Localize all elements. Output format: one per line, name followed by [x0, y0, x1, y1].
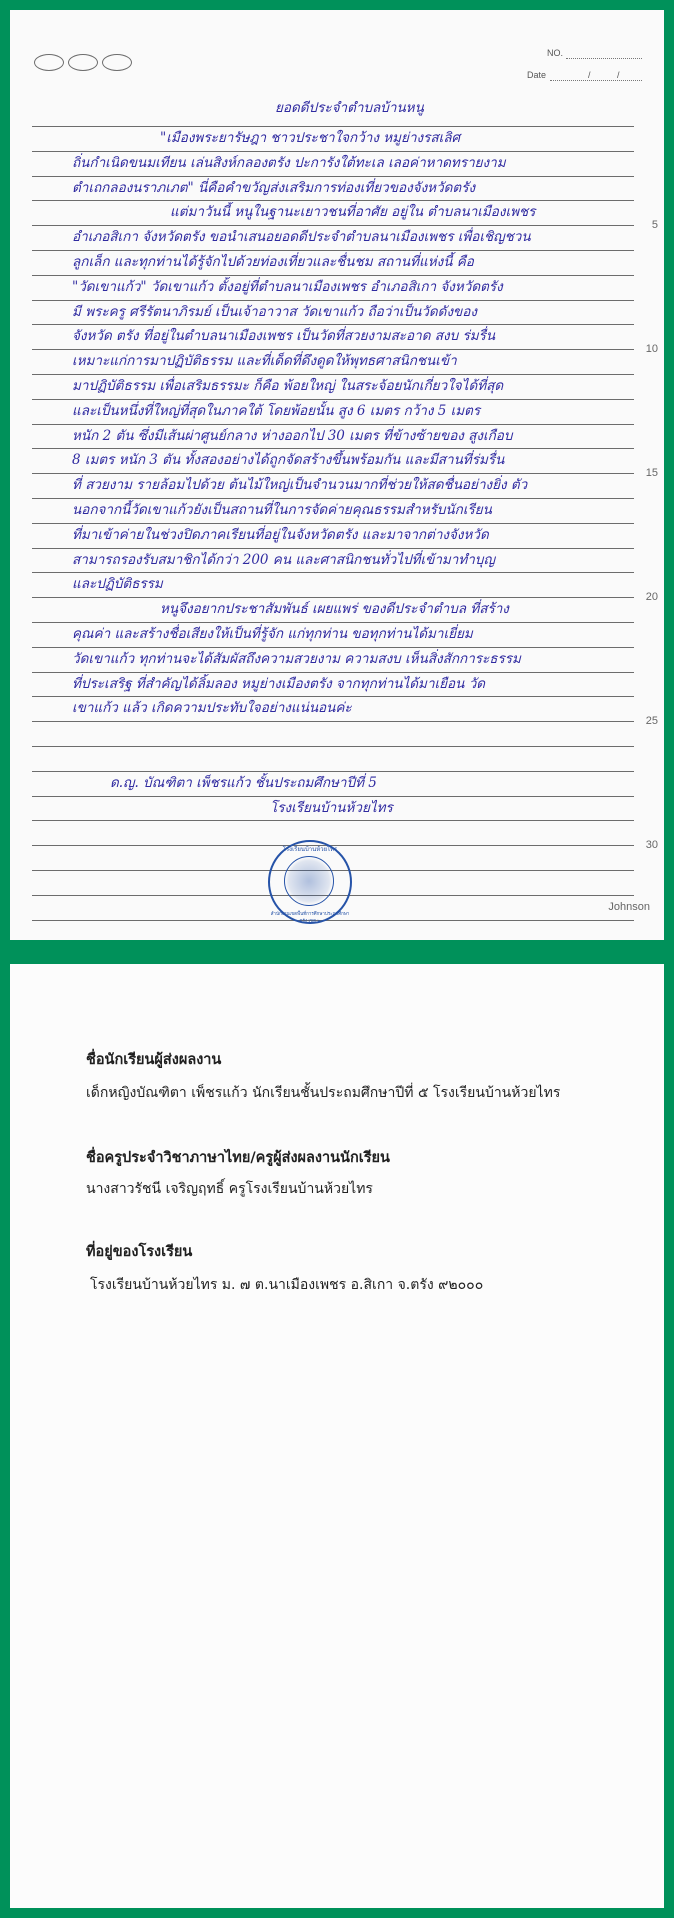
essay-line: ถิ่นกำเนิดขนมเทียน เล่นสิงห์กลองตรัง ปะการังใต้ทะเล เลอค่าหาดทรายงาม	[72, 154, 506, 171]
essay-line: ตำเถกลองนราภเภต" นี่คือคำขวัญส่งเสริมการท่องเที่ยวของจังหวัดตรัง	[72, 179, 476, 196]
essay-line: "เมืองพระยารัษฎา ชาวประชาใจกว้าง หมูย่างรสเลิศ	[160, 130, 461, 146]
stamp-lower-text: สำนักงานเขตพื้นที่การศึกษาประถมศึกษาตรัง เขต ๒	[270, 912, 350, 924]
notebook-brand: Johnson	[608, 901, 650, 913]
margin-number: 10	[645, 343, 658, 356]
essay-line: และปฏิบัติธรรม	[72, 576, 163, 593]
date-line	[550, 80, 642, 81]
margin-number: 15	[645, 467, 658, 480]
stamp-ring-text: โรงเรียนบ้านห้วยไทร	[282, 846, 338, 853]
essay-line: โรงเรียนบ้านห้วยไทร	[270, 799, 393, 816]
essay-line: วัดเขาแก้ว ทุกท่านจะได้สัมผัสถึงความสวยงาม ความสงบ เห็นสิ่งสักการะธรรม	[72, 650, 521, 667]
essay-line: ที่ สวยงาม รายล้อมไปด้วย ต้นไม้ใหญ่เป็นจำนวนมากที่ช่วยให้สดชื่นอย่างยิ่ง ตัว	[72, 477, 528, 494]
essay-line: เหมาะแก่การมาปฏิบัติธรรม และที่เด็ดที่ดึงดูดให้พุทธศาสนิกชนเข้า	[72, 353, 457, 370]
essay-line: มาปฏิบัติธรรม เพื่อเสริมธรรมะ ก็คือ พ้อยใหญ่ ในสระจ้อยนักเกี่ยวใจได้ที่สุด	[72, 378, 504, 394]
essay-line: แต่มาวันนี้ หนูในฐานะเยาวชนที่อาศัย อยู่ใน ตำบลนาเมืองเพชร	[170, 204, 536, 221]
no-label: NO.	[547, 48, 564, 58]
margin-number: 20	[645, 591, 658, 604]
margin-number: 25	[645, 715, 658, 728]
date-separator: /	[588, 70, 591, 80]
essay-line: จังหวัด ตรัง ที่อยู่ในตำบลนาเมืองเพชร เป็นวัดที่สวยงามสะอาด สงบ ร่มรื่น	[72, 328, 496, 345]
student-heading: ชื่อนักเรียนผู้ส่งผลงาน	[86, 1052, 222, 1068]
teacher-value: นางสาวรัชนี เจริญฤทธิ์ ครูโรงเรียนบ้านห้วยไทร	[86, 1181, 373, 1197]
margin-number: 30	[645, 839, 658, 852]
date-separator: /	[617, 70, 620, 80]
ruled-line	[32, 126, 634, 127]
notebook-binder-holes	[34, 54, 136, 75]
essay-line: ด.ญ. บัณฑิตา เพ็ชรแก้ว ชั้นประถมศึกษาปีที่ 5	[110, 774, 377, 791]
margin-number: 5	[651, 219, 658, 232]
essay-line: มี พระครู ศรีรัตนาภิรมย์ เป็นเจ้าอาวาส วัดเขาแก้ว ถือว่าเป็นวัดดังของ	[72, 303, 477, 320]
essay-line: อำเภอสิเกา จังหวัดตรัง ขอนำเสนอยอดดีประจำตำบลนาเมืองเพชร เพื่อเชิญชวน	[72, 229, 531, 246]
essay-line	[10, 748, 664, 775]
hole-icon	[102, 54, 132, 71]
student-value: เด็กหญิงบัณฑิตา เพ็ชรแก้ว นักเรียนชั้นประถมศึกษาปีที่ ๕ โรงเรียนบ้านห้วยไทร	[86, 1085, 561, 1101]
essay-line: คุณค่า และสร้างชื่อเสียงให้เป็นที่รู้จัก แก่ทุกท่าน ขอทุกท่านได้มาเยี่ยม	[72, 626, 473, 642]
hole-icon	[34, 54, 64, 71]
address-heading: ที่อยู่ของโรงเรียน	[86, 1244, 193, 1260]
date-label: Date	[527, 70, 547, 80]
essay-line: เขาแก้ว แล้ว เกิดความประทับใจอย่างแน่นอนค่ะ	[72, 700, 352, 717]
essay-line	[10, 723, 664, 750]
handwritten-essay-page	[10, 10, 664, 940]
school-stamp	[268, 840, 352, 924]
essay-line: 8 เมตร หนัก 3 ตัน ทั้งสองอย่างได้ถูกจัดสร้างขึ้นพร้อมกัน และมีสานที่ร่มรื่น	[72, 452, 505, 469]
essay-line: ลูกเล็ก และทุกท่านได้รู้จักไปด้วยท่องเที่ยวและชื่นชม สถานที่แห่งนี้ คือ	[72, 254, 474, 270]
stamp-emblem-icon	[284, 856, 334, 906]
essay-line: สามารถรองรับสมาชิกได้กว่า 200 คน และศาสนิกชนทั่วไปที่เข้ามาทำบุญ	[72, 551, 495, 568]
essay-line: หนูจึงอยากประชาสัมพันธ์ เผยแพร่ ของดีประจำตำบล ที่สร้าง	[160, 601, 509, 618]
essay-title: ยอดดีประจำตำบลบ้านหนู	[275, 100, 424, 116]
teacher-heading: ชื่อครูประจำวิชาภาษาไทย/ครูผู้ส่งผลงานนักเรียน	[86, 1150, 390, 1166]
essay-line: และเป็นหนึ่งที่ใหญ่ที่สุดในภาคใต้ โดยพ้อยนั้น สูง 6 เมตร กว้าง 5 เมตร	[72, 402, 481, 419]
essay-line: ที่มาเข้าค่ายในช่วงปิดภาคเรียนที่อยู่ในจังหวัดตรัง และมาจากต่างจังหวัด	[72, 526, 489, 543]
address-value: โรงเรียนบ้านห้วยไทร ม. ๗ ต.นาเมืองเพชร อ.สิเกา จ.ตรัง ๙๒๐๐๐	[90, 1277, 484, 1293]
hole-icon	[68, 54, 98, 71]
essay-line: นอกจากนี้วัดเขาแก้วยังเป็นสถานที่ในการจัดค่ายคุณธรรมสำหรับนักเรียน	[72, 502, 492, 518]
essay-line: ที่ประเสริฐ ที่สำคัญได้ลิ้มลอง หมูย่างเมืองตรัง จากทุกท่านได้มาเยือน วัด	[72, 675, 486, 692]
essay-line: หนัก 2 ตัน ซึ่งมีเส้นผ่าศูนย์กลาง ห่างออกไป 30 เมตร ที่ข้างซ้ายของ สูงเกือบ	[72, 427, 513, 444]
essay-line: "วัดเขาแก้ว" วัดเขาแก้ว ตั้งอยู่ที่ตำบลนาเมืองเพชร อำเภอสิเกา จังหวัดตรัง	[72, 278, 503, 295]
submission-info-page	[10, 964, 664, 1908]
no-line	[566, 58, 642, 59]
